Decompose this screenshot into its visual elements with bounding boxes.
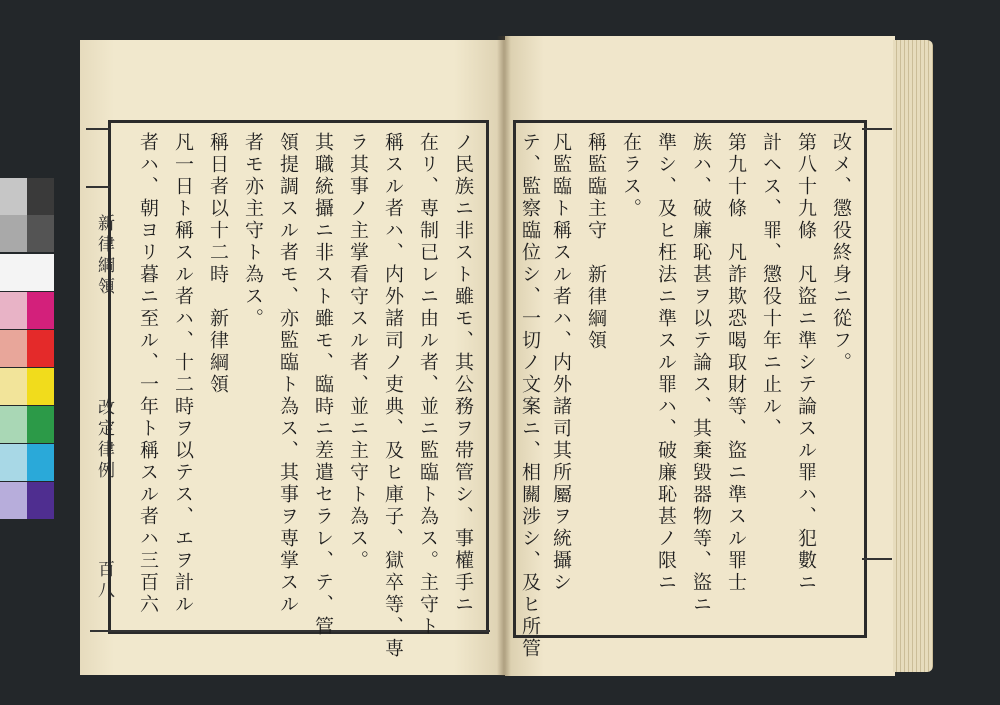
text-column: 稱スル者ハ、内外諸司ノ吏典、及ヒ庫子、獄卒等、専 bbox=[382, 132, 404, 660]
text-column: 在リ、専制已レニ由ル者、並ニ監臨ト為ス。主守ト bbox=[417, 132, 439, 638]
text-column: ラ其事ノ主掌看守スル者、並ニ主守ト為ス。 bbox=[347, 132, 369, 572]
text-column: 者ハ、朝ヨリ暮ニ至ル、一年ト稱スル者ハ三百六 bbox=[137, 132, 159, 616]
text-column: 稱監臨主守 新律綱領 bbox=[585, 132, 607, 352]
text-column: ノ民族ニ非スト雖モ、其公務ヲ帯管シ、事權手ニ bbox=[452, 132, 474, 616]
text-column: 在ラス。 bbox=[620, 132, 642, 220]
text-column: 稱日者以十二時 新律綱領 bbox=[207, 132, 229, 396]
page-edges bbox=[893, 40, 933, 672]
page-number: 百八 bbox=[94, 560, 114, 602]
color-calibration-strip bbox=[0, 178, 56, 530]
text-column: 第九十條 凡詐欺恐喝取財等、盜ニ準スル罪士 bbox=[725, 132, 747, 594]
text-column: 領提調スル者モ、亦監臨ト為ス、其事ヲ専掌スル bbox=[277, 132, 299, 616]
text-column: 族ハ、破廉恥甚ヲ以テ論ス、其棄毀器物等、盜ニ bbox=[690, 132, 712, 616]
text-column: テ、監察臨位シ、一切ノ文案ニ、相關涉シ、及ヒ所管 bbox=[519, 132, 541, 660]
text-column: 凡監臨ト稱スル者ハ、内外諸司其所屬ヲ統攝シ bbox=[550, 132, 572, 594]
text-column: 準シ、及ヒ枉法ニ準スル罪ハ、破廉恥甚ノ限ニ bbox=[655, 132, 677, 594]
text-column: 者モ亦主守ト為ス。 bbox=[242, 132, 264, 330]
text-column: 計ヘス、罪、懲役十年ニ止ル、 bbox=[760, 132, 782, 440]
section-title: 改定律例 bbox=[94, 398, 114, 482]
text-column: 其職統攝ニ非スト雖モ、臨時ニ差遣セラレ、テ、管 bbox=[312, 132, 334, 638]
book-gutter bbox=[497, 36, 511, 676]
book-title: 新律綱領 bbox=[94, 214, 114, 298]
text-column: 改メ、懲役終身ニ從フ。 bbox=[830, 132, 852, 374]
text-column: 凡一日ト稱スル者ハ、十二時ヲ以テス、エヲ計ル bbox=[172, 132, 194, 616]
text-column: 第八十九條 凡盜ニ準シテ論スル罪ハ、犯數ニ bbox=[795, 132, 817, 594]
